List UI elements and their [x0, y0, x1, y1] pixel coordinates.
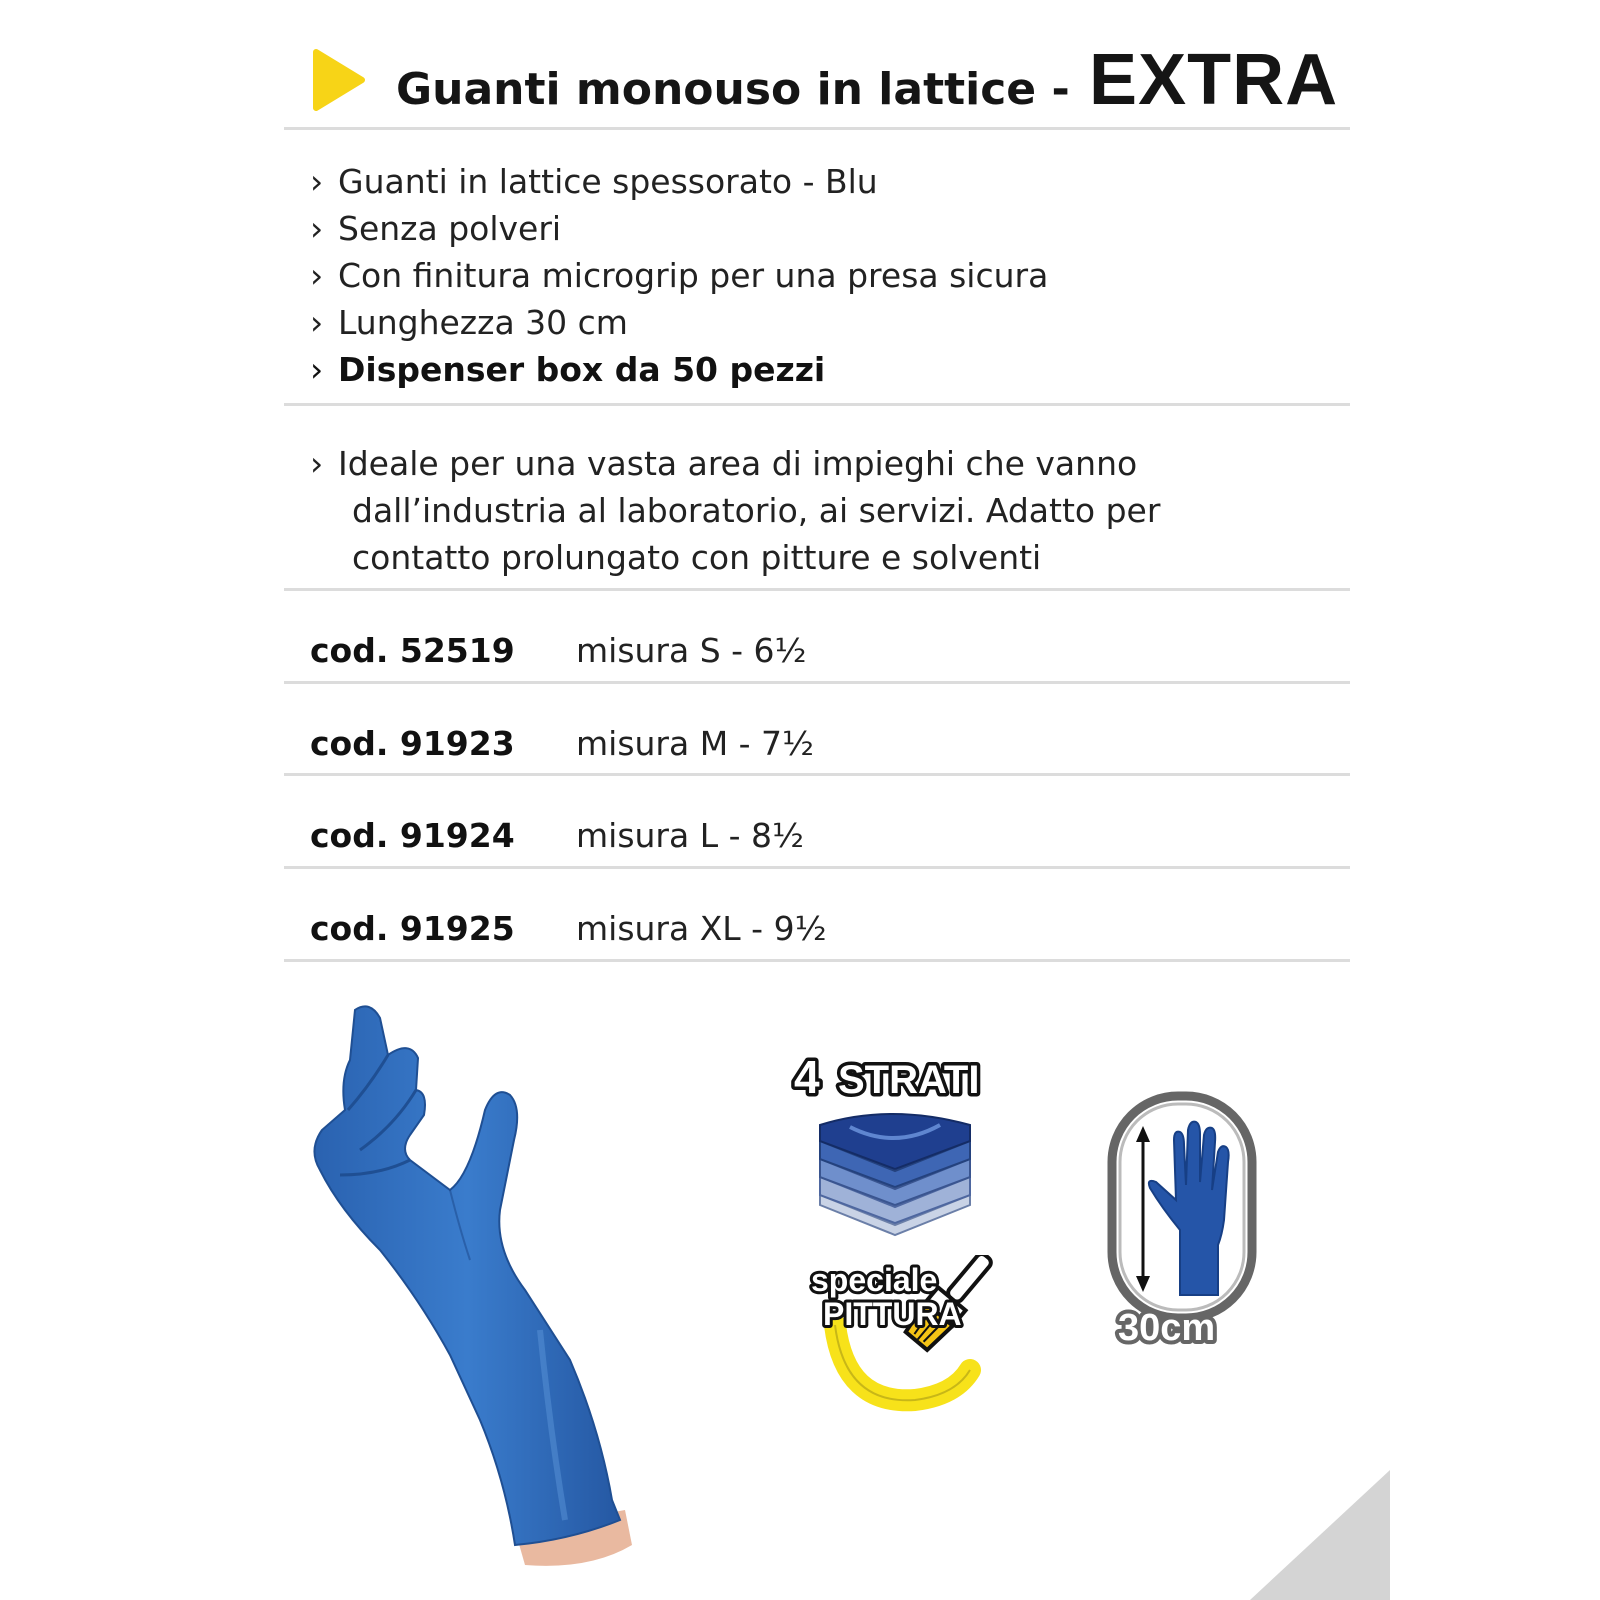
- bullet-chevron: ›: [310, 444, 324, 483]
- page-corner-fold: [1250, 1470, 1390, 1600]
- title-main: Guanti monouso in lattice -: [396, 64, 1086, 115]
- product-row: [310, 713, 814, 773]
- feature-item: › Lunghezza 30 cm: [310, 299, 1048, 346]
- layers-icon: [790, 1055, 1010, 1245]
- product-code: cod. 91924: [310, 815, 515, 855]
- feature-item: › Con finitura microgrip per una presa sicura: [310, 252, 1048, 299]
- usage-line: dall’industria al laboratorio, ai servizi. Adatto per: [352, 491, 1161, 530]
- paintbrush-icon: [805, 1255, 1025, 1420]
- feature-item: › Guanti in lattice spessorato - Blu: [310, 158, 1048, 205]
- divider: [284, 681, 1350, 684]
- divider: [284, 959, 1350, 962]
- product-code: cod. 91925: [310, 908, 515, 948]
- blue-glove-image: [300, 1000, 640, 1590]
- paint-label-speciale: speciale: [811, 1262, 938, 1298]
- usage-line: Ideale per una vasta area di impieghi che vanno: [338, 444, 1138, 483]
- product-row: [310, 620, 807, 680]
- length-label: 30cm: [1118, 1307, 1216, 1349]
- product-size: misura XL - 9½: [576, 908, 827, 948]
- page-title: [396, 39, 1338, 121]
- divider: [284, 127, 1350, 130]
- layers-number: 4: [794, 1055, 820, 1103]
- play-arrow-icon: [310, 48, 368, 112]
- product-row: [310, 898, 827, 958]
- product-code: cod. 91923: [310, 723, 515, 763]
- title-block: [310, 40, 1338, 120]
- divider: [284, 773, 1350, 776]
- glove-length-icon: [1100, 1090, 1270, 1350]
- usage-description: [310, 440, 1320, 581]
- divider: [284, 588, 1350, 591]
- usage-line: contatto prolungato con pitture e solventi: [352, 538, 1042, 577]
- feature-item: › Senza polveri: [310, 205, 1048, 252]
- product-size: misura S - 6½: [576, 630, 807, 670]
- feature-item-highlight: › Dispenser box da 50 pezzi: [310, 346, 1048, 393]
- paint-label-pittura: PITTURA: [823, 1296, 962, 1332]
- product-size: misura L - 8½: [576, 815, 804, 855]
- product-row: [310, 805, 804, 865]
- product-code: cod. 52519: [310, 630, 515, 670]
- divider: [284, 403, 1350, 406]
- layers-label: STRATI: [838, 1058, 980, 1102]
- title-emphasis: EXTRA: [1089, 40, 1339, 120]
- divider: [284, 866, 1350, 869]
- feature-list: [310, 158, 1048, 393]
- product-size: misura M - 7½: [576, 723, 815, 763]
